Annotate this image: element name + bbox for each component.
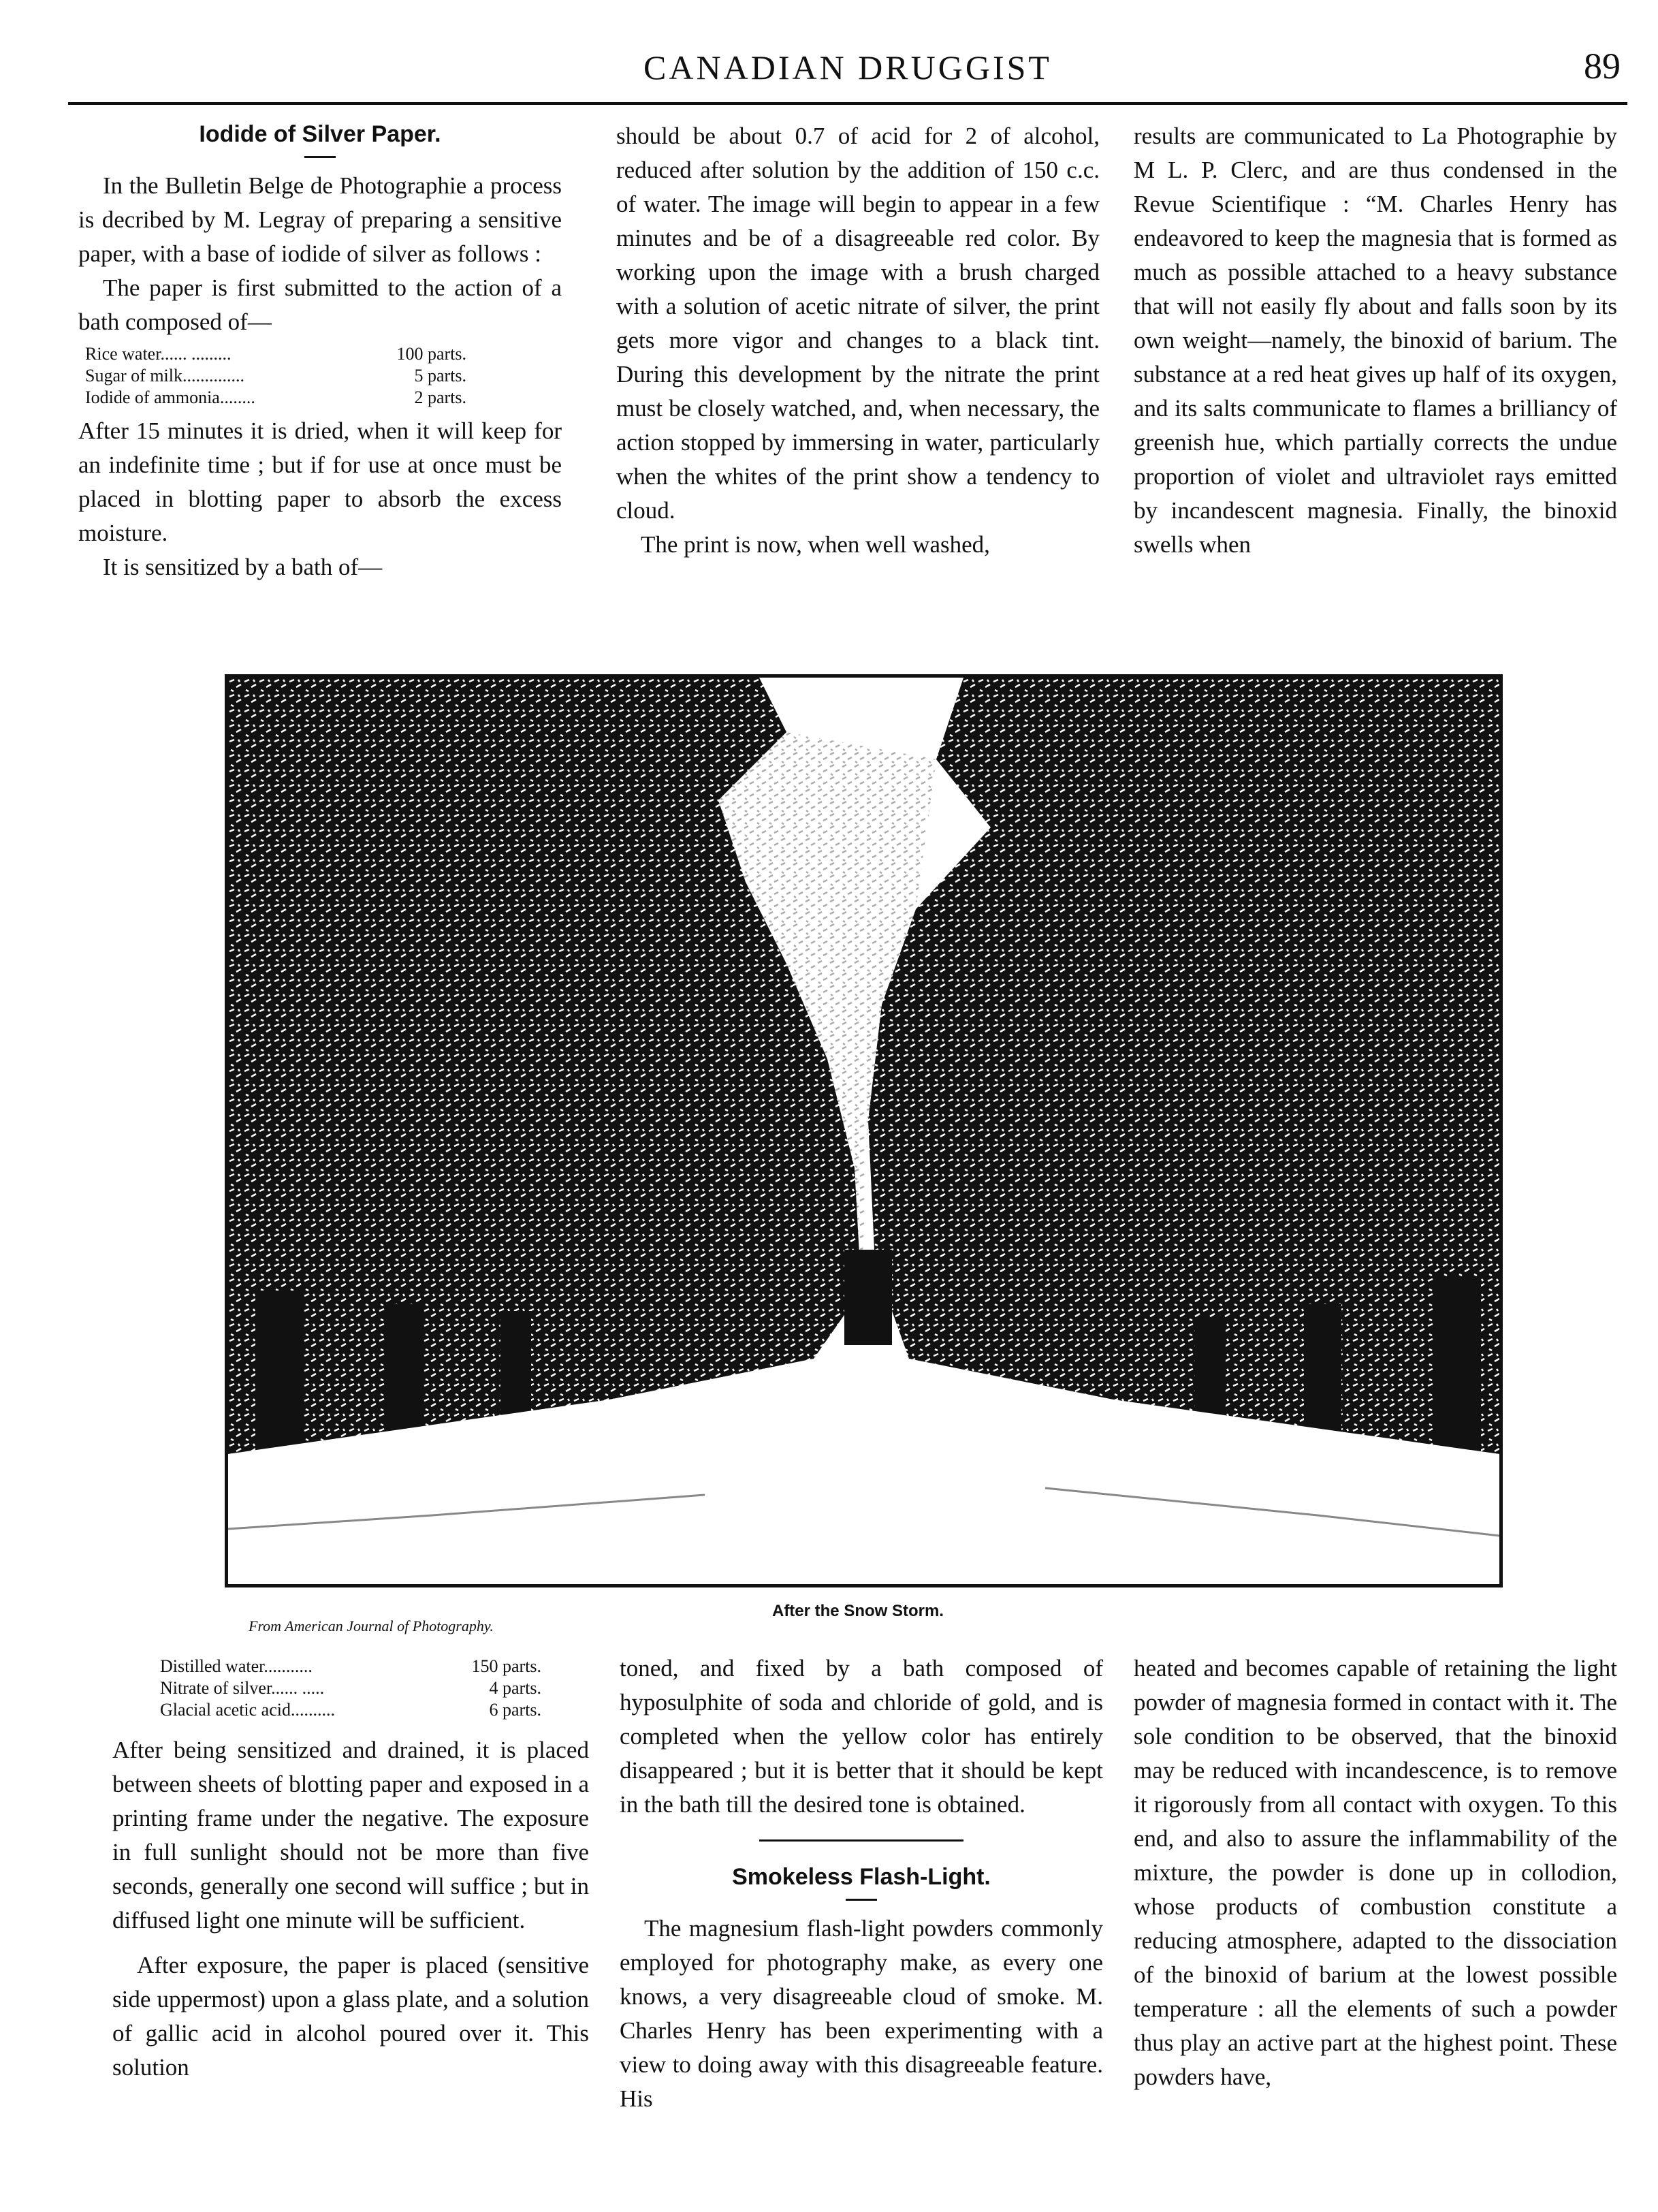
column-top-middle xyxy=(616,119,1100,562)
column-top-right xyxy=(1134,119,1617,562)
bath-ingredients-table xyxy=(85,343,466,409)
table-row: Distilled water........... 150 parts. xyxy=(160,1656,541,1676)
article-heading-flash-light: Smokeless Flash-Light. xyxy=(732,1864,991,1890)
paragraph: After 15 minutes it is dried, when it will keep for an indefinite time ; but if for use at once must be placed in blotting paper to absorb the excess moisture. xyxy=(78,417,562,546)
paragraph: The print is now, when well washed, xyxy=(641,531,990,558)
table-row: Nitrate of silver...... ..... 4 parts. xyxy=(160,1678,541,1698)
paragraph: After exposure, the paper is placed (sensitive side uppermost) upon a glass plate, and a solution of gallic acid in alcohol poured over it. This solution xyxy=(112,1952,589,2081)
publication-title: CANADIAN DRUGGIST xyxy=(643,48,1052,86)
running-header xyxy=(68,42,1627,104)
page-number: 89 xyxy=(1584,46,1621,86)
column-bottom-middle xyxy=(620,1652,1103,2116)
table-row: Glacial acetic acid.......... 6 parts. xyxy=(160,1700,541,1720)
paragraph: The paper is first submitted to the action of a bath composed of— xyxy=(78,274,562,335)
paragraph: The magnesium flash-light powders commonly employed for photography make, as every one knows, a very disagreeable cloud of smoke. M. Charles Henry has been experimenting with a view to doing away with this disagreeable feature. His xyxy=(620,1915,1103,2112)
paragraph: In the Bulletin Belge de Photographie a process is decribed by M. Legray of preparing a sensitive paper, with a base of iodide of silver as follows : xyxy=(78,172,562,267)
table-row: Sugar of milk.............. 5 parts. xyxy=(85,366,466,385)
figure-caption: After the Snow Storm. xyxy=(771,1602,944,1620)
table-row: Iodide of ammonia........ 2 parts. xyxy=(85,388,466,407)
figure-source: From American Journal of Photography. xyxy=(249,1617,494,1634)
header-rule xyxy=(68,102,1627,105)
paragraph: heated and becomes capable of retaining the light powder of magnesia formed in contact with it. The sole condition to be observed, that the binoxid may be reduced with incandescence, is to remove it rigorously from all contact with oxygen. To this end, and also to assure the inflammability of the mixture, the powder is done up in collodion, whose products of combustion constitute a reducing atmosphere, adapted to the dissociation of the binoxid of barium at the lowest possible temperature : all the elements of such a powder thus play an active part at the highest point. These powders have, xyxy=(1134,1655,1617,2090)
heading-dash xyxy=(846,1899,877,1901)
paragraph: results are communicated to La Photographie by M L. P. Clerc, and are thus condensed in the Revue Scientifique : “M. Charles Henry has endeavored to keep the magnesia that is formed as much as possible attached to a heavy substance that will not easily fly about and falls soon by its own weight—namely, the binoxid of barium. The substance at a red heat gives up half of its oxygen, and its salts communicate to flames a brilliancy of greenish hue, which partially corrects the undue proportion of violet and ultraviolet rays emitted by incandescent magnesia. Finally, the binoxid swells when xyxy=(1134,123,1617,558)
snow-avenue-photograph xyxy=(225,674,1503,1587)
paragraph: After being sensitized and drained, it is placed between sheets of blotting paper and exposed in a printing frame under the negative. The exposure in full sunlight should not be more than five seconds, generally one second will suffice ; but in diffused light one minute will be sufficient. xyxy=(112,1737,589,1933)
column-top-left xyxy=(78,119,562,584)
article-heading-iodide: Iodide of Silver Paper. xyxy=(199,121,441,147)
paragraph: toned, and fixed by a bath composed of hyposulphite of soda and chloride of gold, and is completed when the yellow color has entirely disappeared ; but it is better that it should be kept in the bath till the desired tone is obtained. xyxy=(620,1655,1103,1818)
sensitizing-bath-table xyxy=(160,1656,541,1721)
section-divider xyxy=(759,1839,963,1842)
column-bottom-left xyxy=(112,1652,589,2085)
paragraph: should be about 0.7 of acid for 2 of alcohol, reduced after solution by the addition of 150 c.c. of water. The image will begin to appear in a few minutes and be of a disagreeable red color. By working upon the image with a brush charged with a solution of acetic nitrate of silver, the print gets more vigor and changes to a black tint. During this development by the nitrate the print must be closely watched, and, when necessary, the action stopped by immersing in water, particularly when the whites of the print show a tendency to cloud. xyxy=(616,123,1100,524)
table-row: Rice water...... ......... 100 parts. xyxy=(85,344,466,364)
heading-dash xyxy=(304,156,336,158)
column-bottom-right xyxy=(1134,1652,1617,2094)
paragraph: It is sensitized by a bath of— xyxy=(103,554,383,580)
snow-trees-illustration xyxy=(228,678,1499,1584)
